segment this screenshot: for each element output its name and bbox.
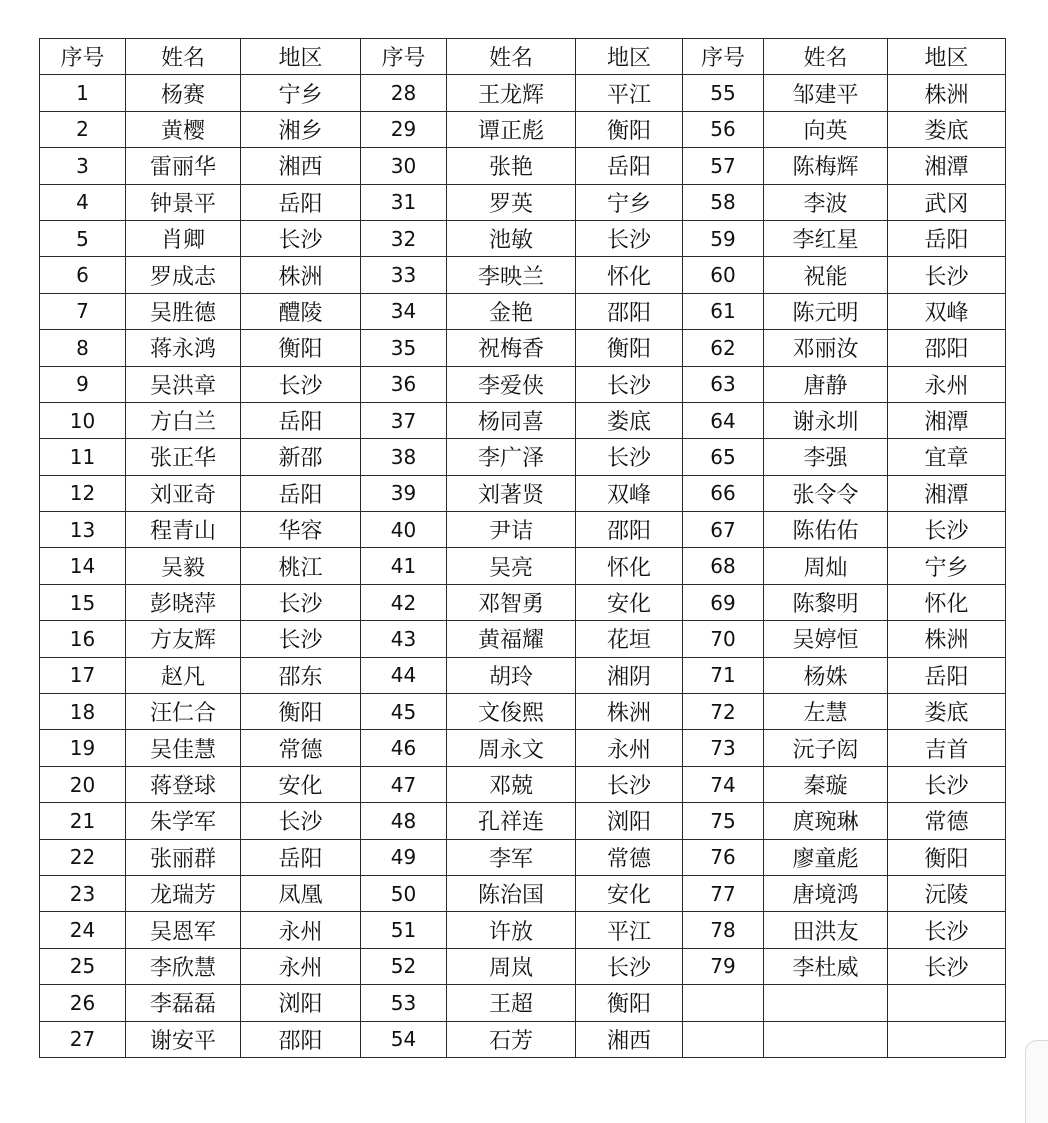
table-row — [40, 948, 1006, 984]
cell-region: 衡阳 — [576, 985, 683, 1021]
cell-index: 7 — [40, 293, 126, 329]
cell-name: 罗成志 — [126, 257, 241, 293]
cell-region: 邵东 — [241, 657, 361, 693]
cell-name: 陈佑佑 — [764, 512, 888, 548]
cell-name: 廖童彪 — [764, 839, 888, 875]
cell-region: 怀化 — [576, 257, 683, 293]
cell-name: 龙瑞芳 — [126, 875, 241, 911]
table-row — [40, 584, 1006, 620]
cell-name: 谭正彪 — [447, 111, 576, 147]
cell-index: 14 — [40, 548, 126, 584]
cell-region: 安化 — [576, 875, 683, 911]
cell-region: 怀化 — [888, 584, 1006, 620]
cell-region: 怀化 — [576, 548, 683, 584]
cell-region: 岳阳 — [241, 184, 361, 220]
cell-index: 17 — [40, 657, 126, 693]
cell-region: 湘西 — [241, 148, 361, 184]
cell-region: 株洲 — [241, 257, 361, 293]
cell-name: 朱学军 — [126, 803, 241, 839]
cell-name: 李映兰 — [447, 257, 576, 293]
cell-name: 王龙辉 — [447, 75, 576, 111]
cell-region: 华容 — [241, 512, 361, 548]
cell-name: 李广泽 — [447, 439, 576, 475]
table-row — [40, 621, 1006, 657]
cell-region: 岳阳 — [888, 657, 1006, 693]
cell-name: 肖卿 — [126, 220, 241, 256]
cell-name: 吴婷恒 — [764, 621, 888, 657]
cell-index: 75 — [683, 803, 764, 839]
cell-index: 40 — [361, 512, 447, 548]
table-row — [40, 1021, 1006, 1057]
cell-name: 周灿 — [764, 548, 888, 584]
cell-index: 76 — [683, 839, 764, 875]
cell-name: 田洪友 — [764, 912, 888, 948]
cell-name: 吴佳慧 — [126, 730, 241, 766]
cell-name: 蒋永鸿 — [126, 330, 241, 366]
cell-index: 60 — [683, 257, 764, 293]
cell-name: 汪仁合 — [126, 694, 241, 730]
cell-index: 33 — [361, 257, 447, 293]
cell-index: 26 — [40, 985, 126, 1021]
cell-index: 9 — [40, 366, 126, 402]
cell-index: 74 — [683, 766, 764, 802]
cell-region: 常德 — [888, 803, 1006, 839]
cell-region: 长沙 — [241, 584, 361, 620]
cell-index: 47 — [361, 766, 447, 802]
cell-index: 35 — [361, 330, 447, 366]
table-row — [40, 257, 1006, 293]
cell-index: 66 — [683, 475, 764, 511]
cell-index: 39 — [361, 475, 447, 511]
table-row — [40, 803, 1006, 839]
cell-region: 双峰 — [888, 293, 1006, 329]
cell-region: 安化 — [241, 766, 361, 802]
cell-name: 杨赛 — [126, 75, 241, 111]
cell-region: 长沙 — [888, 912, 1006, 948]
cell-index: 64 — [683, 402, 764, 438]
cell-index: 54 — [361, 1021, 447, 1057]
cell-name: 文俊熙 — [447, 694, 576, 730]
cell-region: 株洲 — [888, 621, 1006, 657]
cell-region: 醴陵 — [241, 293, 361, 329]
cell-region: 桃江 — [241, 548, 361, 584]
cell-index: 43 — [361, 621, 447, 657]
cell-index: 3 — [40, 148, 126, 184]
cell-index: 56 — [683, 111, 764, 147]
cell-index: 79 — [683, 948, 764, 984]
cell-region: 邵阳 — [576, 512, 683, 548]
table-row — [40, 402, 1006, 438]
cell-name: 秦璇 — [764, 766, 888, 802]
column-header-index-2: 序号 — [361, 39, 447, 75]
cell-name: 周岚 — [447, 948, 576, 984]
cell-name: 程青山 — [126, 512, 241, 548]
cell-name: 胡玲 — [447, 657, 576, 693]
cell-name: 李强 — [764, 439, 888, 475]
column-header-region-3: 地区 — [888, 39, 1006, 75]
cell-index: 62 — [683, 330, 764, 366]
cell-region: 长沙 — [888, 766, 1006, 802]
table-row — [40, 220, 1006, 256]
cell-name: 黄樱 — [126, 111, 241, 147]
column-header-index-1: 序号 — [40, 39, 126, 75]
cell-name: 王超 — [447, 985, 576, 1021]
table-body — [40, 75, 1006, 1058]
cell-index: 4 — [40, 184, 126, 220]
cell-name: 池敏 — [447, 220, 576, 256]
cell-region: 株洲 — [888, 75, 1006, 111]
cell-region: 长沙 — [576, 220, 683, 256]
cell-index: 5 — [40, 220, 126, 256]
cell-region: 长沙 — [576, 439, 683, 475]
cell-region: 平江 — [576, 75, 683, 111]
cell-index: 34 — [361, 293, 447, 329]
cell-index: 65 — [683, 439, 764, 475]
cell-index: 70 — [683, 621, 764, 657]
cell-index: 42 — [361, 584, 447, 620]
cell-index: 31 — [361, 184, 447, 220]
cell-region: 湘潭 — [888, 402, 1006, 438]
column-header-region-1: 地区 — [241, 39, 361, 75]
cell-name: 周永文 — [447, 730, 576, 766]
cell-region: 常德 — [576, 839, 683, 875]
table-row — [40, 366, 1006, 402]
cell-name: 谢安平 — [126, 1021, 241, 1057]
cell-region: 岳阳 — [241, 402, 361, 438]
cell-region: 衡阳 — [888, 839, 1006, 875]
cell-name: 陈治国 — [447, 875, 576, 911]
cell-index: 41 — [361, 548, 447, 584]
cell-index: 57 — [683, 148, 764, 184]
cell-region: 衡阳 — [576, 330, 683, 366]
cell-name: 向英 — [764, 111, 888, 147]
cell-region: 宜章 — [888, 439, 1006, 475]
cell-index: 21 — [40, 803, 126, 839]
cell-index: 11 — [40, 439, 126, 475]
table-row — [40, 184, 1006, 220]
cell-index: 28 — [361, 75, 447, 111]
cell-index: 22 — [40, 839, 126, 875]
cell-name: 雷丽华 — [126, 148, 241, 184]
column-header-index-3: 序号 — [683, 39, 764, 75]
cell-name: 唐静 — [764, 366, 888, 402]
cell-name: 尹诘 — [447, 512, 576, 548]
cell-name: 张丽群 — [126, 839, 241, 875]
cell-index: 67 — [683, 512, 764, 548]
header-row — [40, 39, 1006, 75]
column-header-name-3: 姓名 — [764, 39, 888, 75]
table-row — [40, 512, 1006, 548]
cell-name: 祝梅香 — [447, 330, 576, 366]
cell-index: 59 — [683, 220, 764, 256]
cell-index: 46 — [361, 730, 447, 766]
cell-name: 吴洪章 — [126, 366, 241, 402]
cell-name: 李红星 — [764, 220, 888, 256]
cell-name: 吴亮 — [447, 548, 576, 584]
cell-region: 新邵 — [241, 439, 361, 475]
cell-region — [888, 1021, 1006, 1057]
table-row — [40, 75, 1006, 111]
cell-name: 李爱侠 — [447, 366, 576, 402]
cell-region: 沅陵 — [888, 875, 1006, 911]
table-row — [40, 985, 1006, 1021]
cell-name: 陈元明 — [764, 293, 888, 329]
cell-name: 方友辉 — [126, 621, 241, 657]
cell-region: 娄底 — [888, 694, 1006, 730]
cell-name: 方白兰 — [126, 402, 241, 438]
cell-index: 44 — [361, 657, 447, 693]
cell-index — [683, 1021, 764, 1057]
cell-index: 73 — [683, 730, 764, 766]
cell-index: 13 — [40, 512, 126, 548]
cell-name: 刘著贤 — [447, 475, 576, 511]
cell-index: 37 — [361, 402, 447, 438]
cell-region: 长沙 — [241, 803, 361, 839]
cell-region: 湘潭 — [888, 475, 1006, 511]
cell-name: 许放 — [447, 912, 576, 948]
cell-index: 19 — [40, 730, 126, 766]
cell-name — [764, 1021, 888, 1057]
cell-region: 长沙 — [241, 621, 361, 657]
cell-region: 衡阳 — [241, 330, 361, 366]
cell-name: 李波 — [764, 184, 888, 220]
cell-name: 石芳 — [447, 1021, 576, 1057]
cell-name: 李军 — [447, 839, 576, 875]
cell-index: 16 — [40, 621, 126, 657]
cell-region: 长沙 — [241, 220, 361, 256]
cell-name: 陈梅辉 — [764, 148, 888, 184]
cell-index: 58 — [683, 184, 764, 220]
cell-name: 李欣慧 — [126, 948, 241, 984]
cell-region: 永州 — [241, 948, 361, 984]
cell-region: 长沙 — [888, 257, 1006, 293]
cell-name: 刘亚奇 — [126, 475, 241, 511]
cell-name: 谢永圳 — [764, 402, 888, 438]
cell-name: 邹建平 — [764, 75, 888, 111]
cell-region: 长沙 — [576, 766, 683, 802]
cell-name: 祝能 — [764, 257, 888, 293]
table-row — [40, 766, 1006, 802]
cell-name: 沅子闳 — [764, 730, 888, 766]
cell-region: 娄底 — [888, 111, 1006, 147]
cell-index: 72 — [683, 694, 764, 730]
cell-region: 邵阳 — [888, 330, 1006, 366]
cell-index: 51 — [361, 912, 447, 948]
cell-region: 宁乡 — [888, 548, 1006, 584]
page-corner-tab — [1025, 1040, 1048, 1123]
cell-region: 邵阳 — [241, 1021, 361, 1057]
table-row — [40, 293, 1006, 329]
cell-region: 永州 — [576, 730, 683, 766]
cell-region: 宁乡 — [576, 184, 683, 220]
table-row — [40, 548, 1006, 584]
cell-region: 岳阳 — [888, 220, 1006, 256]
cell-region: 长沙 — [888, 512, 1006, 548]
cell-index — [683, 985, 764, 1021]
cell-region: 吉首 — [888, 730, 1006, 766]
cell-index: 25 — [40, 948, 126, 984]
cell-index: 10 — [40, 402, 126, 438]
cell-index: 63 — [683, 366, 764, 402]
cell-name: 杨姝 — [764, 657, 888, 693]
column-header-name-1: 姓名 — [126, 39, 241, 75]
column-header-region-2: 地区 — [576, 39, 683, 75]
cell-region: 衡阳 — [576, 111, 683, 147]
cell-region: 永州 — [888, 366, 1006, 402]
cell-index: 23 — [40, 875, 126, 911]
cell-region: 浏阳 — [576, 803, 683, 839]
cell-region: 湘潭 — [888, 148, 1006, 184]
cell-index: 2 — [40, 111, 126, 147]
table-row — [40, 694, 1006, 730]
cell-region: 岳阳 — [576, 148, 683, 184]
cell-index: 52 — [361, 948, 447, 984]
cell-region: 长沙 — [576, 948, 683, 984]
cell-region: 湘乡 — [241, 111, 361, 147]
cell-region — [888, 985, 1006, 1021]
cell-name: 李磊磊 — [126, 985, 241, 1021]
cell-index: 1 — [40, 75, 126, 111]
cell-name: 张艳 — [447, 148, 576, 184]
cell-region: 长沙 — [888, 948, 1006, 984]
cell-name: 张正华 — [126, 439, 241, 475]
cell-region: 浏阳 — [241, 985, 361, 1021]
cell-index: 77 — [683, 875, 764, 911]
cell-name: 李杜威 — [764, 948, 888, 984]
cell-name: 蒋登球 — [126, 766, 241, 802]
table-row — [40, 148, 1006, 184]
table-row — [40, 475, 1006, 511]
cell-index: 27 — [40, 1021, 126, 1057]
cell-region: 湘西 — [576, 1021, 683, 1057]
cell-name: 赵凡 — [126, 657, 241, 693]
cell-index: 78 — [683, 912, 764, 948]
cell-index: 29 — [361, 111, 447, 147]
cell-name: 吴毅 — [126, 548, 241, 584]
cell-index: 61 — [683, 293, 764, 329]
cell-index: 32 — [361, 220, 447, 256]
cell-name: 黄福耀 — [447, 621, 576, 657]
cell-region: 武冈 — [888, 184, 1006, 220]
cell-index: 49 — [361, 839, 447, 875]
cell-index: 20 — [40, 766, 126, 802]
cell-region: 长沙 — [241, 366, 361, 402]
table-row — [40, 657, 1006, 693]
cell-name: 金艳 — [447, 293, 576, 329]
cell-index: 30 — [361, 148, 447, 184]
cell-region: 岳阳 — [241, 839, 361, 875]
table-row — [40, 439, 1006, 475]
cell-index: 8 — [40, 330, 126, 366]
cell-region: 湘阴 — [576, 657, 683, 693]
cell-region: 双峰 — [576, 475, 683, 511]
cell-name: 杨同喜 — [447, 402, 576, 438]
cell-name: 吴恩军 — [126, 912, 241, 948]
cell-index: 71 — [683, 657, 764, 693]
cell-name: 彭晓萍 — [126, 584, 241, 620]
cell-name: 邓兢 — [447, 766, 576, 802]
cell-name: 庹琬琳 — [764, 803, 888, 839]
cell-index: 55 — [683, 75, 764, 111]
cell-index: 12 — [40, 475, 126, 511]
cell-region: 宁乡 — [241, 75, 361, 111]
cell-index: 53 — [361, 985, 447, 1021]
cell-region: 株洲 — [576, 694, 683, 730]
cell-name: 邓丽汝 — [764, 330, 888, 366]
cell-name: 吴胜德 — [126, 293, 241, 329]
cell-name — [764, 985, 888, 1021]
cell-index: 24 — [40, 912, 126, 948]
table-row — [40, 111, 1006, 147]
cell-region: 平江 — [576, 912, 683, 948]
table-row — [40, 912, 1006, 948]
cell-region: 长沙 — [576, 366, 683, 402]
cell-name: 孔祥连 — [447, 803, 576, 839]
cell-name: 唐境鸿 — [764, 875, 888, 911]
cell-region: 永州 — [241, 912, 361, 948]
cell-name: 张令令 — [764, 475, 888, 511]
cell-region: 娄底 — [576, 402, 683, 438]
column-header-name-2: 姓名 — [447, 39, 576, 75]
cell-index: 18 — [40, 694, 126, 730]
cell-region: 衡阳 — [241, 694, 361, 730]
table-row — [40, 730, 1006, 766]
cell-name: 罗英 — [447, 184, 576, 220]
cell-index: 45 — [361, 694, 447, 730]
table-row — [40, 330, 1006, 366]
cell-name: 钟景平 — [126, 184, 241, 220]
table-row — [40, 875, 1006, 911]
cell-name: 陈黎明 — [764, 584, 888, 620]
cell-region: 邵阳 — [576, 293, 683, 329]
roster-table — [39, 38, 1006, 1058]
table-row — [40, 839, 1006, 875]
cell-region: 安化 — [576, 584, 683, 620]
cell-index: 50 — [361, 875, 447, 911]
cell-region: 岳阳 — [241, 475, 361, 511]
cell-index: 69 — [683, 584, 764, 620]
table-header — [40, 39, 1006, 75]
cell-index: 48 — [361, 803, 447, 839]
cell-index: 68 — [683, 548, 764, 584]
cell-region: 花垣 — [576, 621, 683, 657]
cell-index: 38 — [361, 439, 447, 475]
cell-index: 15 — [40, 584, 126, 620]
cell-region: 常德 — [241, 730, 361, 766]
cell-name: 左慧 — [764, 694, 888, 730]
cell-name: 邓智勇 — [447, 584, 576, 620]
cell-region: 凤凰 — [241, 875, 361, 911]
cell-index: 6 — [40, 257, 126, 293]
cell-index: 36 — [361, 366, 447, 402]
